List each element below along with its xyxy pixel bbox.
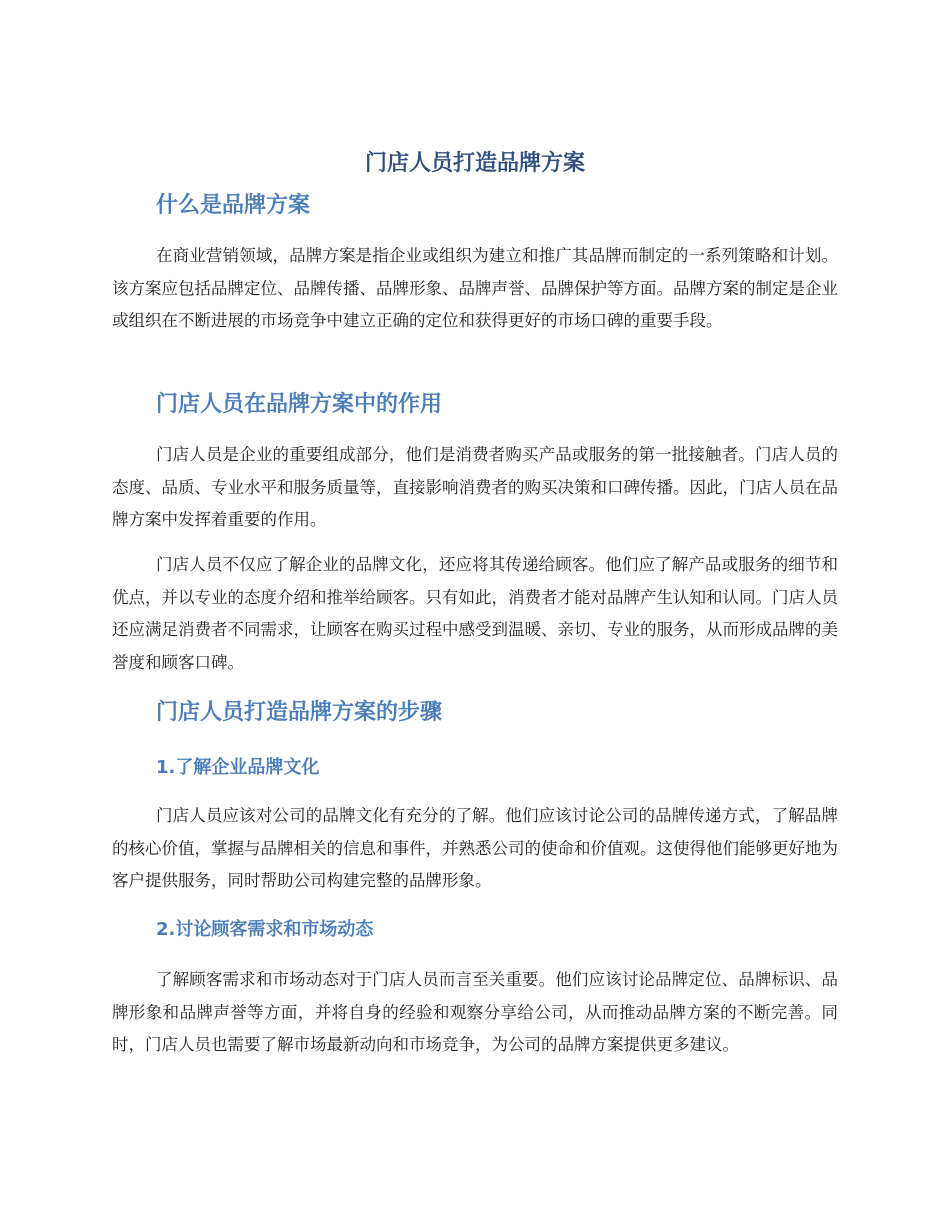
paragraph-brand-plan-definition: 在商业营销领域，品牌方案是指企业或组织为建立和推广其品牌而制定的一系列策略和计划。该方案应包括品牌定位、品牌传播、品牌形象、品牌声誉、品牌保护等方面。品牌方案的制定是企业或组织在不断进展的市场竞争中建立正确的定位和获得更好的市场口碑的重要手段。 bbox=[112, 246, 838, 330]
paragraph-staff-role-2: 门店人员不仅应了解企业的品牌文化，还应将其传递给顾客。他们应了解产品或服务的细节和优点，并以专业的态度介绍和推举给顾客。只有如此，消费者才能对品牌产生认知和认同。门店人员还应满足消费者不同需求，让顾客在购买过程中感受到温暖、亲切、专业的服务，从而形成品牌的美誉度和顾客口碑。 bbox=[112, 555, 838, 672]
document-title: 门店人员打造品牌方案 bbox=[364, 151, 585, 176]
paragraph-step-2: 了解顾客需求和市场动态对于门店人员而言至关重要。他们应该讨论品牌定位、品牌标识、品牌形象和品牌声誉等方面，并将自身的经验和观察分享给公司，从而推动品牌方案的不断完善。同时，门店人员也需要了解市场最新动向和市场竞争，为公司的品牌方案提供更多建议。 bbox=[112, 970, 838, 1054]
section-heading-staff-role: 门店人员在品牌方案中的作用 bbox=[156, 392, 443, 417]
paragraph-step-1: 门店人员应该对公司的品牌文化有充分的了解。他们应该讨论公司的品牌传递方式，了解品牌的核心价值，掌握与品牌相关的信息和事件，并熟悉公司的使命和价值观。这使得他们能够更好地为客户提供服务，同时帮助公司构建完整的品牌形象。 bbox=[112, 806, 838, 890]
section-heading-what-is-brand-plan: 什么是品牌方案 bbox=[156, 193, 311, 218]
section-heading-steps: 门店人员打造品牌方案的步骤 bbox=[156, 700, 443, 725]
paragraph-staff-role-1: 门店人员是企业的重要组成部分，他们是消费者购买产品或服务的第一批接触者。门店人员的态度、品质、专业水平和服务质量等，直接影响消费者的购买决策和口碑传播。因此，门店人员在品牌方案中发挥着重要的作用。 bbox=[112, 445, 838, 529]
subsection-heading-step-1: 1.了解企业品牌文化 bbox=[156, 757, 320, 778]
subsection-heading-step-2: 2.讨论顾客需求和市场动态 bbox=[156, 919, 374, 940]
